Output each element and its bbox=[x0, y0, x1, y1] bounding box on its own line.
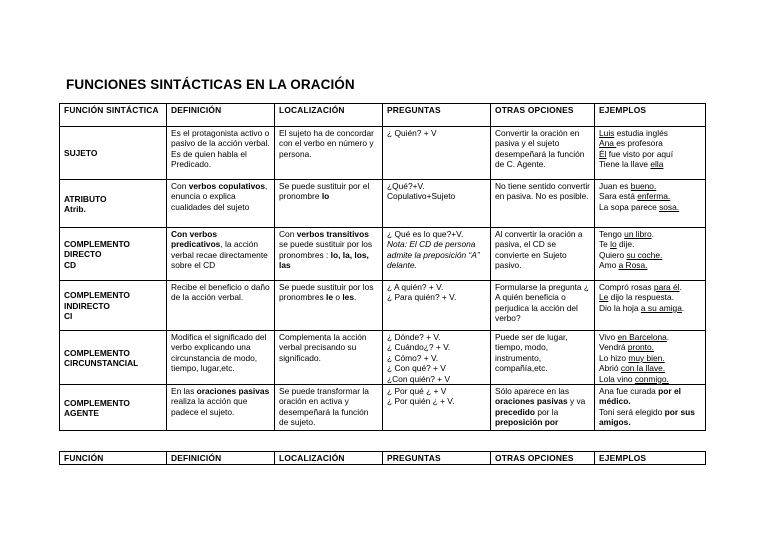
definicion-cell: Con verbos predicativos, la acción verbal recae directamente sobre el CD bbox=[167, 228, 275, 281]
footer-header-otras-opciones: OTRAS OPCIONES bbox=[491, 452, 595, 465]
localizacion-cell: El sujeto ha de concordar con el verbo en número y persona. bbox=[275, 127, 383, 180]
example-line: Ana es profesora bbox=[599, 138, 663, 149]
funcion-cell: COMPLEMENTO DIRECTO CD bbox=[60, 228, 167, 281]
example-line: Lo hizo muy bien. bbox=[599, 352, 665, 363]
header-otras-opciones: OTRAS OPCIONES bbox=[491, 104, 595, 127]
table-row-complemento-indirecto bbox=[60, 281, 706, 331]
preguntas-cell: ¿ Quién? + V bbox=[383, 127, 491, 180]
table-row-complemento-directo bbox=[60, 228, 706, 281]
preguntas-cell: ¿Qué?+V. Copulativo+Sujeto bbox=[383, 180, 491, 228]
header-definicion: DEFINICIÓN bbox=[167, 104, 275, 127]
definicion-cell: Modifica el significado del verbo explicando una circunstancia de modo, tiempo, lugar,etc. bbox=[167, 331, 275, 385]
definicion-cell: Es el protagonista activo o pasivo de la acción verbal. Es de quien habla el Predicado. bbox=[167, 127, 275, 180]
syntax-functions-table bbox=[59, 103, 706, 431]
example-line: Juan es bueno. bbox=[599, 181, 657, 191]
example-line: Compró rosas para él. bbox=[599, 282, 682, 292]
example-line: Dio la hoja a su amiga. bbox=[599, 302, 685, 313]
ejemplos-cell bbox=[595, 228, 706, 281]
funcion-cell: SUJETO bbox=[60, 127, 167, 180]
footer-header-preguntas: PREGUNTAS bbox=[383, 452, 491, 465]
localizacion-cell: Se puede transformar la oración en activa y desempeñará la función de sujeto. bbox=[275, 385, 383, 431]
ejemplos-cell bbox=[595, 385, 706, 431]
ejemplos-cell bbox=[595, 180, 706, 228]
example-line: Luis estudia inglés bbox=[599, 128, 668, 138]
funcion-cell: ATRIBUTO Atrib. bbox=[60, 180, 167, 228]
otras-opciones-cell: Al convertir la oración a pasiva, el CD se convierte en Sujeto pasivo. bbox=[491, 228, 595, 281]
otras-opciones-cell: Convertir la oración en pasiva y el sujeto desempeñará la función de C. Agente. bbox=[491, 127, 595, 180]
table-row-complemento-circunstancial bbox=[60, 331, 706, 385]
table-row-sujeto bbox=[60, 127, 706, 180]
example-line: Lola vino conmigo. bbox=[599, 373, 669, 384]
otras-opciones-cell: No tiene sentido convertir en pasiva. No es posible. bbox=[491, 180, 595, 228]
header-localizacion: LOCALIZACIÓN bbox=[275, 104, 383, 127]
example-line: Amo a Rosa. bbox=[599, 260, 648, 271]
example-line: La sopa parece sosa. bbox=[599, 201, 680, 212]
footer-header-funcion: FUNCIÓN bbox=[60, 452, 167, 465]
definicion-cell: En las oraciones pasivas realiza la acción que padece el sujeto. bbox=[167, 385, 275, 431]
localizacion-cell: Con verbos transitivos se puede sustituir por los pronombres : lo, la, los, las bbox=[275, 228, 383, 281]
table-row-complemento-agente bbox=[60, 385, 706, 431]
example-line: Vendrá pronto. bbox=[599, 342, 654, 353]
example-line: Te lo dije. bbox=[599, 239, 635, 250]
header-row bbox=[60, 104, 706, 127]
example-line: Toni será elegido por sus amigos. bbox=[599, 406, 695, 428]
example-line: Él fue visto por aquí bbox=[599, 148, 674, 159]
preguntas-cell: ¿ Por qué ¿ + V ¿ Por quién ¿ + V. bbox=[383, 385, 491, 431]
localizacion-cell: Se puede sustituir por los pronombres le o les. bbox=[275, 281, 383, 331]
preguntas-cell: ¿ Dónde? + V. ¿ Cuándo¿? + V. ¿ Cómo? + V. ¿ Con qué? + V ¿Con quién? + V bbox=[383, 331, 491, 385]
example-line: Abrió con la llave. bbox=[599, 363, 666, 374]
preguntas-cell: ¿ Qué es lo que?+V. Nota: El CD de persona admite la preposición “A” delante. bbox=[383, 228, 491, 281]
definicion-cell: Recibe el beneficio o daño de la acción verbal. bbox=[167, 281, 275, 331]
funcion-cell: COMPLEMENTO CIRCUNSTANCIAL bbox=[60, 331, 167, 385]
funcion-cell: COMPLEMENTO INDIRECTO CI bbox=[60, 281, 167, 331]
otras-opciones-cell: Sólo aparece en las oraciones pasivas y va precedido por la preposición por bbox=[491, 385, 595, 431]
localizacion-cell: Complementa la acción verbal precisando su significado. bbox=[275, 331, 383, 385]
example-line: Sara está enferma. bbox=[599, 191, 671, 202]
footer-header-localizacion: LOCALIZACIÓN bbox=[275, 452, 383, 465]
localizacion-cell: Se puede sustituir por el pronombre lo bbox=[275, 180, 383, 228]
example-line: Tiene la llave ella bbox=[599, 159, 664, 170]
example-line: Le dijo la respuesta. bbox=[599, 292, 674, 303]
otras-opciones-cell: Formularse la pregunta ¿ A quién beneficia o perjudica la acción del verbo? bbox=[491, 281, 595, 331]
preguntas-cell: ¿ A quién? + V. ¿ Para quién? + V. bbox=[383, 281, 491, 331]
ejemplos-cell bbox=[595, 281, 706, 331]
footer-header-definicion: DEFINICIÓN bbox=[167, 452, 275, 465]
footer-header-row bbox=[60, 452, 706, 465]
header-funcion: FUNCIÓN SINTÁCTICA bbox=[60, 104, 167, 127]
header-ejemplos: EJEMPLOS bbox=[595, 104, 706, 127]
ejemplos-cell bbox=[595, 127, 706, 180]
example-line: Quiero su coche. bbox=[599, 249, 663, 260]
page-title: FUNCIONES SINTÁCTICAS EN LA ORACIÓN bbox=[66, 77, 355, 92]
header-preguntas: PREGUNTAS bbox=[383, 104, 491, 127]
example-line: Vivo en Barcelona. bbox=[599, 332, 670, 342]
footer-header-ejemplos: EJEMPLOS bbox=[595, 452, 706, 465]
otras-opciones-cell: Puede ser de lugar, tiempo, modo, instrumento, compañía,etc. bbox=[491, 331, 595, 385]
table-row-atributo bbox=[60, 180, 706, 228]
definicion-cell: Con verbos copulativos, enuncia o explica cualidades del sujeto bbox=[167, 180, 275, 228]
example-line: Tengo un libro. bbox=[599, 229, 654, 239]
example-line: Ana fue curada por el médico. bbox=[599, 386, 681, 407]
funcion-cell: COMPLEMENTO AGENTE bbox=[60, 385, 167, 431]
footer-header-table bbox=[59, 451, 706, 465]
ejemplos-cell bbox=[595, 331, 706, 385]
